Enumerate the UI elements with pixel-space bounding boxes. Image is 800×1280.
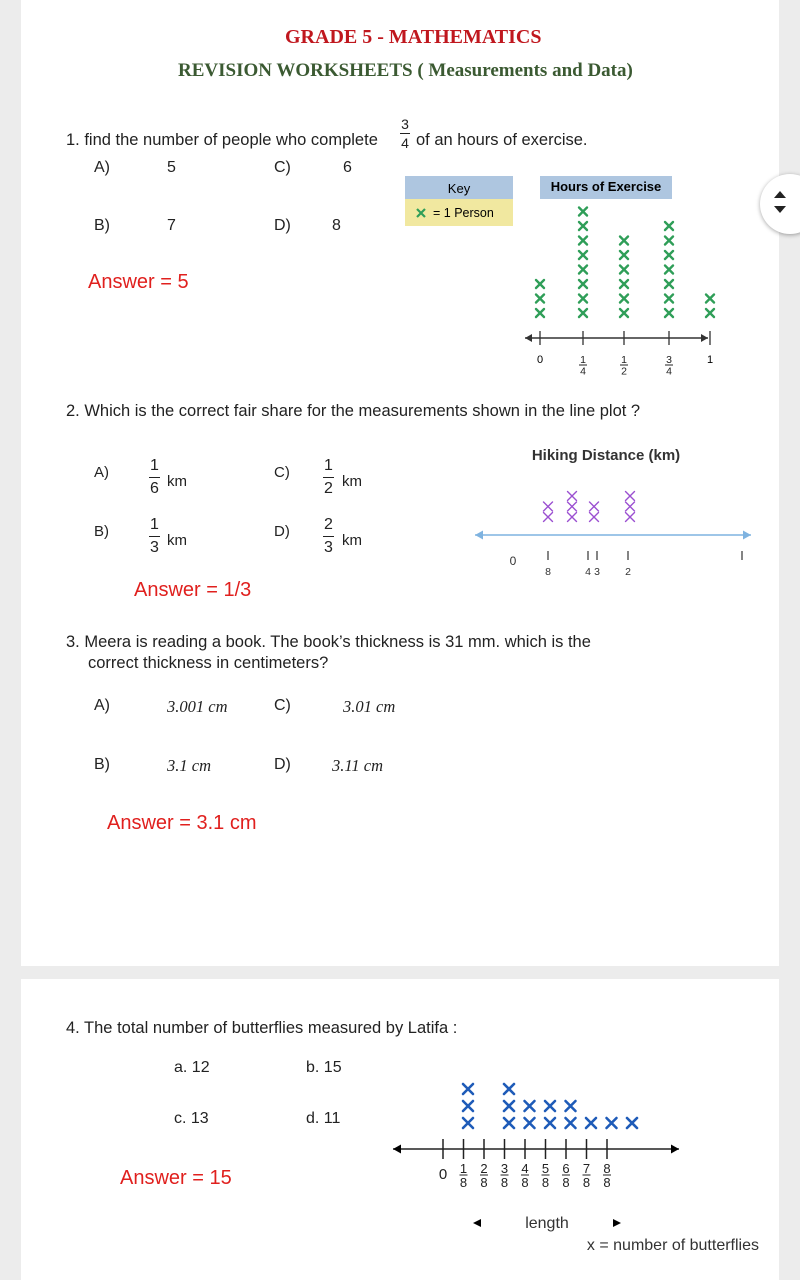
tick-label: 3 [594,566,600,578]
left-arrow [393,1145,401,1154]
tick-label [562,1161,570,1190]
length-arrow-left-head [473,1219,481,1227]
q2-option-d-num: 2 [324,516,333,533]
x-mark [579,208,587,216]
tick-label: 4 [585,566,591,578]
fraction-bar [323,536,334,537]
svg-text:2: 2 [480,1161,488,1176]
tick-label: 0 [509,554,517,568]
right-arrow [701,334,708,342]
svg-text:4: 4 [521,1161,529,1176]
tick-label [542,1161,550,1190]
q4-option-b: b. 15 [306,1059,342,1076]
fraction-bar [149,477,160,478]
svg-text:6: 6 [562,1161,570,1176]
svg-text:1: 1 [580,354,586,366]
q3-option-a-value: 3.001 cm [167,697,228,716]
q2-option-b-num: 1 [150,516,159,533]
svg-text:8: 8 [603,1175,611,1190]
q2-option-b-fraction [149,517,160,556]
q2-answer: Answer = 1/3 [134,579,252,601]
q2-option-c-fraction [323,458,334,497]
q1-text-before: 1. find the number of people who complete [66,131,378,149]
x-mark [463,1084,473,1094]
x-mark [626,492,635,501]
legend-text: x = number of butterflies [586,1237,759,1254]
tick-label [480,1161,488,1190]
x-mark [463,1118,473,1128]
x-mark [620,251,628,259]
q1-option-d-value: 8 [332,217,341,234]
x-mark [620,237,628,245]
x-mark [579,222,587,230]
left-arrow [525,334,532,342]
page-title: GRADE 5 - MATHEMATICS [285,26,542,48]
x-mark [665,295,673,303]
q2-option-a-den: 6 [150,480,159,498]
key-title: Key [447,181,471,196]
x-mark [463,1101,473,1111]
tick-label: 0 [438,1166,448,1183]
x-mark [525,1101,535,1111]
worksheet-page-2 [21,979,779,1280]
x-mark [579,266,587,274]
svg-text:8: 8 [480,1175,488,1190]
x-mark [579,251,587,259]
q2-option-c-unit: km [342,473,362,490]
q2-option-a-unit: km [167,473,187,490]
svg-text:8: 8 [459,1175,468,1190]
plot-title: Hiking Distance (km) [531,447,681,464]
x-mark [545,1101,555,1111]
q2-option-a-fraction [149,458,160,497]
x-mark [626,513,635,522]
page-subtitle: REVISION WORKSHEETS ( Measurements and Data) [178,60,633,81]
q2-option-a-letter: A) [94,464,109,481]
q4-option-a: a. 12 [174,1059,210,1076]
x-mark [568,492,577,501]
x-mark [544,513,553,522]
q1-option-b-value: 7 [167,217,176,234]
q2-option-d-letter: D) [274,523,290,540]
svg-text:1: 1 [459,1161,468,1176]
x-mark [665,237,673,245]
q1-option-d-letter: D) [274,217,291,234]
x-mark [665,309,673,317]
q2-text: 2. Which is the correct fair share for the measurements shown in the line plot ? [66,402,641,420]
x-mark [620,266,628,274]
q1-line-plot [401,170,721,380]
svg-text:2: 2 [621,365,627,378]
tick-label [460,1161,468,1190]
x-mark [706,295,714,303]
x-mark [566,1101,576,1111]
svg-text:4: 4 [580,365,586,378]
worksheet-page-1 [21,0,779,966]
arrow-down-icon [774,206,786,213]
svg-text:8: 8 [541,1175,550,1190]
q1-option-b-letter: B) [94,217,110,234]
svg-text:8: 8 [500,1175,509,1190]
tick-label: 1 [706,354,714,366]
length-arrow-right-head [613,1219,621,1227]
svg-text:3: 3 [666,354,672,366]
q3-text-line-2: correct thickness in centimeters? [88,654,329,672]
q2-option-a-num: 1 [150,457,159,474]
q2-option-d-den: 3 [324,539,333,557]
q2-line-plot [461,438,761,584]
x-mark [590,502,599,511]
x-mark [626,502,635,511]
x-mark [706,309,714,317]
q1-answer: Answer = 5 [88,271,189,293]
x-mark [586,1118,596,1128]
q3-option-d-value: 3.11 cm [332,756,384,775]
q3-text-line-1: 3. Meera is reading a book. The book’s thickness is 31 mm. which is the [66,633,591,651]
q1-fraction [400,117,410,150]
right-arrow [671,1145,679,1154]
q1-option-c-value: 6 [343,159,352,176]
tick-label: 2 [625,566,631,578]
q1-option-c-letter: C) [274,159,291,176]
q3-option-b-letter: B) [94,756,110,773]
svg-text:8: 8 [562,1175,570,1190]
q3-answer: Answer = 3.1 cm [107,812,257,834]
q3-option-c-value: 3.01 cm [343,697,396,716]
q1-option-a-letter: A) [94,159,110,176]
length-label: length [525,1215,569,1232]
q2-option-d-fraction [323,517,334,556]
x-mark [566,1118,576,1128]
q3-option-b-value: 3.1 cm [167,756,211,775]
x-mark [665,280,673,288]
fraction-bar [323,477,334,478]
x-mark [504,1101,514,1111]
x-mark [620,280,628,288]
svg-text:4: 4 [666,365,672,378]
q3-option-c-letter: C) [274,697,291,714]
x-mark [504,1084,514,1094]
x-mark [590,513,599,522]
tick-label [521,1161,529,1190]
svg-text:1: 1 [621,354,627,366]
q2-option-b-letter: B) [94,523,109,540]
q2-option-c-num: 1 [324,457,333,474]
q1-fraction-den: 4 [401,135,409,152]
tick-label [603,1161,611,1190]
x-mark [544,502,553,511]
plot-title: Hours of Exercise [550,179,662,194]
svg-text:5: 5 [541,1161,550,1176]
x-mark [536,309,544,317]
right-arrow [743,531,751,540]
q4-line-plot [381,1057,777,1257]
x-mark [504,1118,514,1128]
tick-label [620,354,628,378]
q4-answer: Answer = 15 [120,1167,232,1189]
svg-text:8: 8 [603,1161,611,1176]
q2-option-c-letter: C) [274,464,290,481]
tick-label: 8 [545,566,551,578]
q2-option-b-unit: km [167,532,187,549]
x-mark [665,251,673,259]
x-mark [536,295,544,303]
x-mark [620,295,628,303]
tick-label [583,1161,591,1190]
q3-option-a-letter: A) [94,697,110,714]
x-mark [568,502,577,511]
x-mark [665,266,673,274]
x-mark [579,309,587,317]
left-arrow [475,531,483,540]
fraction-bar [149,536,160,537]
q4-option-d: d. 11 [306,1110,341,1127]
svg-text:7: 7 [582,1161,591,1176]
q1-option-a-value: 5 [167,159,176,176]
key-text: = 1 Person [433,206,494,220]
x-mark [579,280,587,288]
x-mark [568,513,577,522]
x-mark [525,1118,535,1128]
tick-label [501,1161,509,1190]
x-mark [545,1118,555,1128]
svg-text:3: 3 [500,1161,509,1176]
q4-text: 4. The total number of butterflies measured by Latifa : [66,1019,458,1037]
fraction-bar [400,133,410,134]
tick-label [579,354,587,378]
svg-text:8: 8 [521,1175,529,1190]
x-mark [607,1118,617,1128]
q1-fraction-num: 3 [401,116,409,132]
x-mark [579,237,587,245]
arrow-up-icon [774,191,786,198]
q3-option-d-letter: D) [274,756,291,773]
q2-option-c-den: 2 [324,480,333,498]
x-mark [579,295,587,303]
x-mark [627,1118,637,1128]
q1-text-after: of an hours of exercise. [416,131,588,149]
tick-label [665,354,673,378]
svg-text:8: 8 [582,1175,591,1190]
x-mark [620,309,628,317]
x-mark [536,280,544,288]
q2-option-b-den: 3 [150,539,159,557]
q4-option-c: c. 13 [174,1110,209,1127]
tick-label: 0 [536,354,544,366]
q2-option-d-unit: km [342,532,362,549]
x-mark [665,222,673,230]
